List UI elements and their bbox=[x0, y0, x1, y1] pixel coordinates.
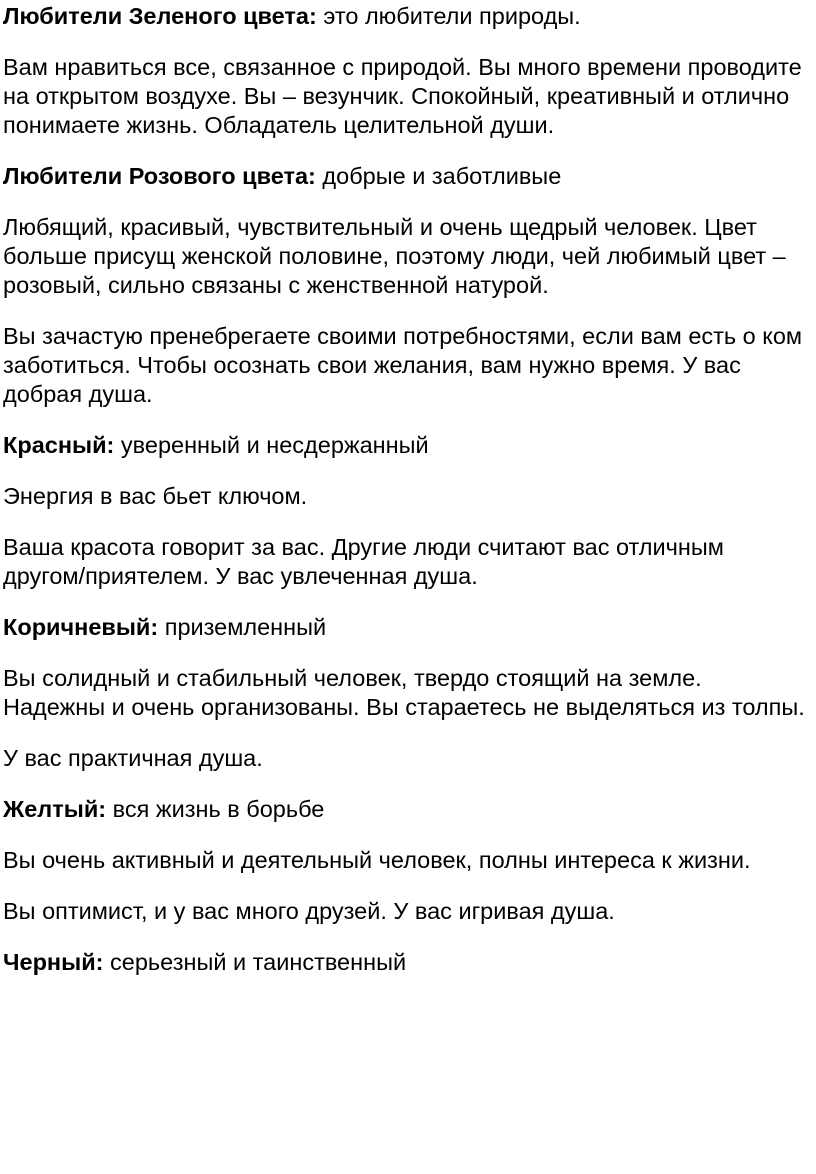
section-heading-green bbox=[3, 2, 810, 31]
section-heading-red bbox=[3, 431, 810, 460]
paragraph: У вас практичная душа. bbox=[3, 745, 263, 771]
paragraph: Энергия в вас бьет ключом. bbox=[3, 483, 308, 509]
section-term: Любители Зеленого цвета: bbox=[3, 3, 317, 29]
paragraph: Вы солидный и стабильный человек, твердо стоящий на земле. Надежны и очень организованы. Вы стараетесь не выделяться из толпы. bbox=[3, 665, 805, 720]
section-heading-brown bbox=[3, 613, 810, 642]
paragraph: Вы зачастую пренебрегаете своими потребностями, если вам есть о ком заботиться. Чтобы осознать свои желания, вам нужно время. У вас добрая душа. bbox=[3, 323, 803, 407]
section-summary: серьезный и таинственный bbox=[103, 949, 407, 975]
section-term: Любители Розового цвета: bbox=[3, 163, 316, 189]
section-heading-pink bbox=[3, 162, 810, 191]
paragraph: Вы очень активный и деятельный человек, полны интереса к жизни. bbox=[3, 847, 751, 873]
section-summary: это любители природы. bbox=[316, 3, 581, 29]
section-term: Красный: bbox=[3, 432, 115, 458]
section-heading-black bbox=[3, 948, 810, 977]
section-term: Желтый: bbox=[3, 796, 107, 822]
paragraph: Любящий, красивый, чувствительный и очень щедрый человек. Цвет больше присущ женской половине, поэтому люди, чей любимый цвет – розовый, сильно связаны с женственной натурой. bbox=[3, 214, 786, 298]
section-summary: приземленный bbox=[158, 614, 327, 640]
paragraph: Ваша красота говорит за вас. Другие люди считают вас отличным другом/приятелем. У вас увлеченная душа. bbox=[3, 534, 724, 589]
section-summary: вся жизнь в борьбе bbox=[106, 796, 325, 822]
section-term: Коричневый: bbox=[3, 614, 159, 640]
paragraph: Вы оптимист, и у вас много друзей. У вас игривая душа. bbox=[3, 898, 615, 924]
paragraph: Вам нравиться все, связанное с природой. Вы много времени проводите на открытом воздухе. Вы – везунчик. Спокойный, креативный и отлично понимаете жизнь. Обладатель целительной души. bbox=[3, 54, 802, 138]
section-summary: добрые и заботливые bbox=[315, 163, 562, 189]
section-term: Черный: bbox=[3, 949, 104, 975]
section-summary: уверенный и несдержанный bbox=[114, 432, 429, 458]
section-heading-yellow bbox=[3, 795, 810, 824]
